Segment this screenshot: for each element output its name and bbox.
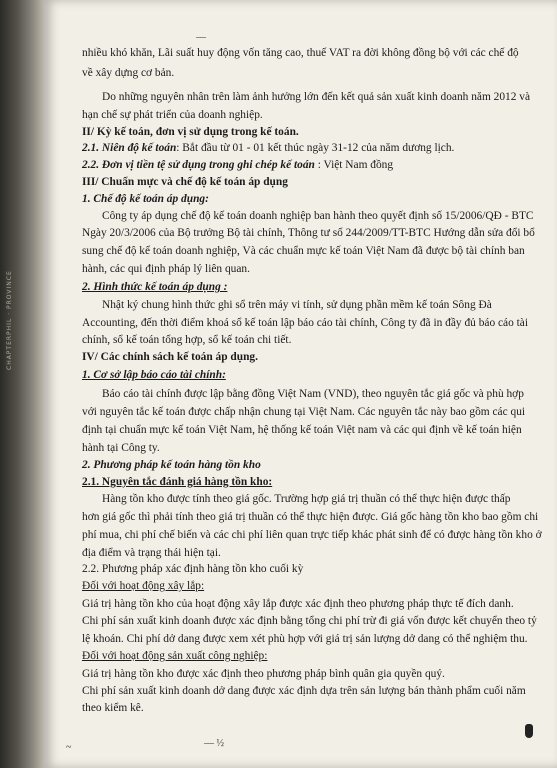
text-line: định tại chuẩn mực kế toán Việt Nam, hệ thống kế toán Việt nam và các qui định về kế toán hiện [82,424,522,436]
text-line: sung chế độ kế toán doanh nghiệp, Và các chuẩn mực kế toán Việt Nam đã được bộ tài chính ban [82,245,525,257]
subheading-accounting-form: 2. Hình thức kế toán áp dụng : [82,281,228,293]
text-line: Chi phí sản xuất kinh doanh được xác định bằng tổng chi phí trừ đi giá vốn được kết chuyển theo tỷ [82,615,537,627]
bottom-scan-mark: ~ [66,742,72,753]
text-line: lệ khoán. Chi phí dở dang được xem xét phù hợp với giá trị sản lượng dở dang có thể nghiệm thu. [82,633,528,645]
section-heading-iii: III/ Chuẩn mực và chế độ kế toán áp dụng [82,176,288,188]
text-line [82,141,454,155]
text-line: Chi phí sản xuất kinh doanh dở dang được xác định dựa trên sản lượng bán thành phẩm cuối năm [82,685,526,697]
text-line: Accounting, đến thời điểm khoá sổ kế toán lập báo cáo tài chính, Công ty đã in đầy đủ báo cáo tài [82,317,529,329]
top-scan-mark: — [196,32,206,43]
text-line [82,158,393,172]
document-page [44,0,557,768]
page-number-mark: — ½ [204,738,224,749]
text-line: hành, các qui định pháp lý liên quan. [82,263,250,275]
text-line: chính, sổ kế toán tổng hợp, sổ kế toán chi tiết. [82,334,292,346]
ink-smudge [525,724,533,738]
text-span: : Việt Nam đồng [314,159,394,171]
text-line: Hàng tồn kho được tính theo giá gốc. Trường hợp giá trị thuần có thể thực hiện được thấp [102,493,511,505]
text-line: địa điểm và trạng thái hiện tại. [82,547,221,559]
text-line: Ngày 20/3/2006 của Bộ trưởng Bộ tài chính, Thông tư số 244/2009/TT-BTC Hướng dẫn sửa đổi bổ [82,227,535,239]
text-line: nhiều khó khăn, Lãi suất huy động vốn tăng cao, thuế VAT ra đời không đồng bộ với các chế độ [82,47,519,59]
text-line: về xây dựng cơ bản. [82,67,175,79]
binding-text: CHAPTERPHIL · PROVINCE [6,270,13,370]
book-binding-edge [0,0,44,768]
text-line: hành tại Công ty. [82,442,160,454]
subheading-fiscal-year: 2.1. Niên độ kế toán [82,142,177,154]
subheading-industrial: Đối với hoạt động sản xuất công nghiệp: [82,650,268,662]
section-heading-ii: II/ Kỳ kế toán, đơn vị sử dụng trong kế toán. [82,126,299,138]
subheading-inventory-method: 2. Phương pháp kế toán hàng tồn kho [82,459,261,471]
subheading-inventory-valuation: 2.1. Nguyên tắc đánh giá hàng tồn kho: [82,476,273,488]
text-line: theo kiểm kê. [82,702,144,714]
text-line: Giá trị hàng tồn kho của hoạt động xây lắp được xác định theo phương pháp thực tế đích danh. [82,598,514,610]
subheading-reporting-basis: 1. Cơ sở lập báo cáo tài chính: [82,369,226,381]
text-line: 2.2. Phương pháp xác định hàng tồn kho cuối kỳ [82,563,304,575]
subheading-construction: Đối với hoạt động xây lắp: [82,580,205,592]
text-line: Công ty áp dụng chế độ kế toán doanh nghiệp ban hành theo quyết định số 15/2006/QĐ - BTC [102,210,534,222]
text-line: với nguyên tắc kế toán được chấp nhận chung tại Việt Nam. Các nguyên tắc này bao gồm các qui [82,406,526,418]
text-line: Do những nguyên nhân trên làm ảnh hưởng lớn đến kết quả sản xuất kinh doanh năm 2012 và [102,91,531,103]
text-line: hạn chế sự phát triển của doanh nghiệp. [82,109,263,121]
text-line: Báo cáo tài chính được lập bằng đồng Việt Nam (VND), theo nguyên tắc giá gốc và phù hợp [102,388,524,400]
subheading-currency: 2.2. Đơn vị tiền tệ sử dụng trong ghi chép kế toán [82,159,315,171]
text-span: : Bắt đầu từ 01 - 01 kết thúc ngày 31-12 của năm dương lịch. [176,142,455,154]
text-line: phí mua, chi phí chế biến và các chi phí liên quan trực tiếp khác phát sinh để có được hàng tồn kho ở [82,529,542,541]
text-line: Giá trị hàng tồn kho được xác định theo phương pháp bình quân gia quyền quý. [82,668,445,680]
text-line: hơn giá gốc thì phải tính theo giá trị thuần có thể thực hiện được. Giá gốc hàng tồn kho bao gồm chi [82,511,539,523]
text-line: Nhật ký chung hình thức ghi sổ trên máy vi tính, sử dụng phần mềm kế toán Sông Đà [102,299,492,311]
subheading-accounting-regime: 1. Chế độ kế toán áp dụng: [82,193,209,205]
section-heading-iv: IV/ Các chính sách kế toán áp dụng. [82,351,258,363]
